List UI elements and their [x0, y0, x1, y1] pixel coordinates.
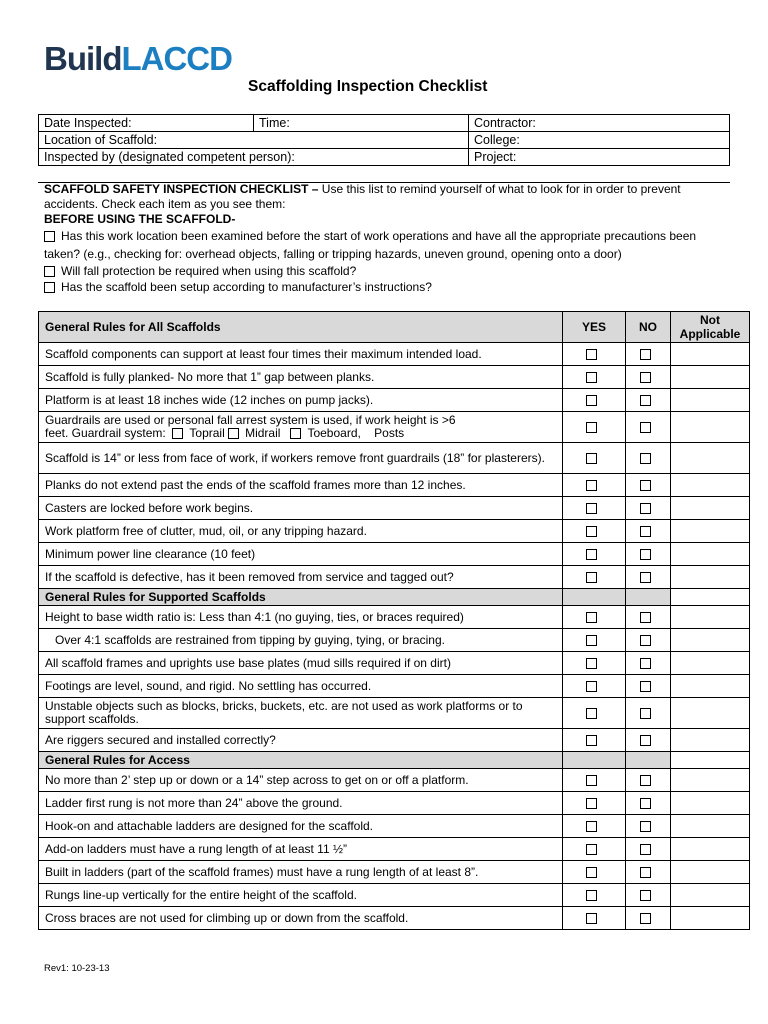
checklist-item: Hook-on and attachable ladders are designed for the scaffold.: [39, 815, 563, 838]
inspection-info-table: [38, 114, 730, 166]
before-using-heading: BEFORE USING THE SCAFFOLD-: [44, 212, 236, 226]
na-cell[interactable]: [671, 389, 750, 412]
no-checkbox[interactable]: [640, 735, 651, 746]
section-heading: General Rules for Supported Scaffolds: [39, 589, 563, 606]
no-checkbox[interactable]: [640, 681, 651, 692]
checklist-item: Work platform free of clutter, mud, oil, or any tripping hazard.: [39, 520, 563, 543]
yes-checkbox[interactable]: [586, 453, 597, 464]
checklist-item: Built in ladders (part of the scaffold frames) must have a rung length of at least 8”.: [39, 861, 563, 884]
checkbox[interactable]: [44, 282, 55, 293]
yes-checkbox[interactable]: [586, 549, 597, 560]
yes-checkbox[interactable]: [586, 844, 597, 855]
checklist-item: Scaffold components can support at least four times their maximum intended load.: [39, 343, 563, 366]
yes-checkbox[interactable]: [586, 372, 597, 383]
checklist-item: Are riggers secured and installed correctly?: [39, 729, 563, 752]
intro-heading: SCAFFOLD SAFETY INSPECTION CHECKLIST –: [44, 182, 319, 196]
revision-footer: Rev1: 10-23-13: [44, 963, 110, 974]
no-checkbox[interactable]: [640, 821, 651, 832]
divider: [38, 182, 730, 183]
yes-checkbox[interactable]: [586, 798, 597, 809]
na-cell[interactable]: [671, 884, 750, 907]
na-cell[interactable]: [671, 815, 750, 838]
date-inspected-field[interactable]: Date Inspected:: [39, 115, 254, 132]
question-manufacturer-setup: Has the scaffold been setup according to manufacturer’s instructions?: [61, 280, 432, 294]
checklist-item: Minimum power line clearance (10 feet): [39, 543, 563, 566]
na-cell[interactable]: [671, 566, 750, 589]
intro-text: Use this list to remind yourself of what to look for in order to prevent accidents. Check each item as you see them:: [44, 182, 681, 211]
checkbox[interactable]: [44, 266, 55, 277]
checklist-item: Footings are level, sound, and rigid. No settling has occurred.: [39, 675, 563, 698]
na-cell[interactable]: [671, 792, 750, 815]
yes-checkbox[interactable]: [586, 349, 597, 360]
yes-checkbox[interactable]: [586, 681, 597, 692]
na-cell[interactable]: [671, 543, 750, 566]
col-no: NO: [626, 312, 671, 343]
no-checkbox[interactable]: [640, 480, 651, 491]
checkbox[interactable]: [44, 231, 55, 242]
yes-checkbox[interactable]: [586, 612, 597, 623]
yes-checkbox[interactable]: [586, 635, 597, 646]
yes-checkbox[interactable]: [586, 572, 597, 583]
na-cell[interactable]: [671, 497, 750, 520]
no-checkbox[interactable]: [640, 549, 651, 560]
checklist-item: Rungs line-up vertically for the entire height of the scaffold.: [39, 884, 563, 907]
na-cell[interactable]: [671, 698, 750, 729]
project-field[interactable]: Project:: [469, 149, 730, 166]
na-cell[interactable]: [671, 474, 750, 497]
na-cell[interactable]: [671, 675, 750, 698]
checklist-table: [38, 311, 750, 930]
yes-checkbox[interactable]: [586, 708, 597, 719]
checklist-item: Scaffold is 14” or less from face of work, if workers remove front guardrails (18” for plasterers).: [39, 443, 563, 474]
checklist-item: Cross braces are not used for climbing up or down from the scaffold.: [39, 907, 563, 930]
na-cell[interactable]: [671, 861, 750, 884]
no-checkbox[interactable]: [640, 775, 651, 786]
no-checkbox[interactable]: [640, 708, 651, 719]
page-title: Scaffolding Inspection Checklist: [248, 78, 488, 95]
checklist-item: Scaffold is fully planked- No more that 1” gap between planks.: [39, 366, 563, 389]
na-cell[interactable]: [671, 343, 750, 366]
midrail-checkbox[interactable]: [228, 428, 239, 439]
no-checkbox[interactable]: [640, 372, 651, 383]
checklist-item: Height to base width ratio is: Less than 4:1 (no guying, ties, or braces required): [39, 606, 563, 629]
toprail-checkbox[interactable]: [172, 428, 183, 439]
checklist-item: Platform is at least 18 inches wide (12 inches on pump jacks).: [39, 389, 563, 412]
location-field[interactable]: Location of Scaffold:: [39, 132, 469, 149]
checklist-item: Ladder first rung is not more than 24” above the ground.: [39, 792, 563, 815]
checklist-item: If the scaffold is defective, has it been removed from service and tagged out?: [39, 566, 563, 589]
inspected-by-field[interactable]: Inspected by (designated competent person):: [39, 149, 469, 166]
yes-checkbox[interactable]: [586, 395, 597, 406]
col-yes: YES: [563, 312, 626, 343]
college-field[interactable]: College:: [469, 132, 730, 149]
checklist-item: Casters are locked before work begins.: [39, 497, 563, 520]
na-cell[interactable]: [671, 412, 750, 443]
no-checkbox[interactable]: [640, 890, 651, 901]
yes-checkbox[interactable]: [586, 526, 597, 537]
question-location-examined: Has this work location been examined before the start of work operations and have all the appropriate precautions been taken? (e.g., checking for: overhead objects, falling or tripping hazards, uneven ground, opening onto a door): [44, 229, 697, 261]
yes-checkbox[interactable]: [586, 890, 597, 901]
buildlaccd-logo: BuildLACCD: [44, 40, 232, 77]
checklist-item: Planks do not extend past the ends of the scaffold frames more than 12 inches.: [39, 474, 563, 497]
na-cell[interactable]: [671, 769, 750, 792]
yes-checkbox[interactable]: [586, 658, 597, 669]
no-checkbox[interactable]: [640, 612, 651, 623]
checklist-item: Unstable objects such as blocks, bricks, buckets, etc. are not used as work platforms or to support scaffolds.: [39, 698, 563, 729]
no-checkbox[interactable]: [640, 635, 651, 646]
yes-checkbox[interactable]: [586, 735, 597, 746]
no-checkbox[interactable]: [640, 503, 651, 514]
section-heading: General Rules for All Scaffolds: [39, 312, 563, 343]
na-cell[interactable]: [671, 629, 750, 652]
section-heading: General Rules for Access: [39, 752, 563, 769]
yes-checkbox[interactable]: [586, 913, 597, 924]
no-checkbox[interactable]: [640, 798, 651, 809]
checklist-item-guardrails: Guardrails are used or personal fall arrest system is used, if work height is >6 feet. Guardrail system: Toprail Midrail Toeboard, Posts: [39, 412, 563, 443]
yes-checkbox[interactable]: [586, 480, 597, 491]
na-cell[interactable]: [671, 729, 750, 752]
no-checkbox[interactable]: [640, 658, 651, 669]
col-not-applicable: Not Applicable: [671, 312, 750, 343]
yes-checkbox[interactable]: [586, 503, 597, 514]
question-fall-protection: Will fall protection be required when using this scaffold?: [61, 264, 357, 278]
checklist-item: Add-on ladders must have a rung length of at least 11 ½”: [39, 838, 563, 861]
no-checkbox[interactable]: [640, 913, 651, 924]
yes-checkbox[interactable]: [586, 867, 597, 878]
no-checkbox[interactable]: [640, 844, 651, 855]
checklist-item: All scaffold frames and uprights use base plates (mud sills required if on dirt): [39, 652, 563, 675]
intro-section: [44, 182, 730, 295]
na-cell[interactable]: [671, 366, 750, 389]
time-field[interactable]: Time:: [254, 115, 469, 132]
yes-checkbox[interactable]: [586, 821, 597, 832]
checklist-item: Over 4:1 scaffolds are restrained from tipping by guying, tying, or bracing.: [39, 629, 563, 652]
no-checkbox[interactable]: [640, 422, 651, 433]
na-cell[interactable]: [671, 838, 750, 861]
na-cell[interactable]: [671, 907, 750, 930]
no-checkbox[interactable]: [640, 526, 651, 537]
na-cell[interactable]: [671, 606, 750, 629]
na-cell[interactable]: [671, 443, 750, 474]
yes-checkbox[interactable]: [586, 422, 597, 433]
yes-checkbox[interactable]: [586, 775, 597, 786]
no-checkbox[interactable]: [640, 572, 651, 583]
no-checkbox[interactable]: [640, 867, 651, 878]
no-checkbox[interactable]: [640, 349, 651, 360]
no-checkbox[interactable]: [640, 453, 651, 464]
na-cell[interactable]: [671, 652, 750, 675]
toeboard-checkbox[interactable]: [290, 428, 301, 439]
checklist-item: No more than 2’ step up or down or a 14” step across to get on or off a platform.: [39, 769, 563, 792]
no-checkbox[interactable]: [640, 395, 651, 406]
contractor-field[interactable]: Contractor:: [469, 115, 730, 132]
na-cell[interactable]: [671, 520, 750, 543]
